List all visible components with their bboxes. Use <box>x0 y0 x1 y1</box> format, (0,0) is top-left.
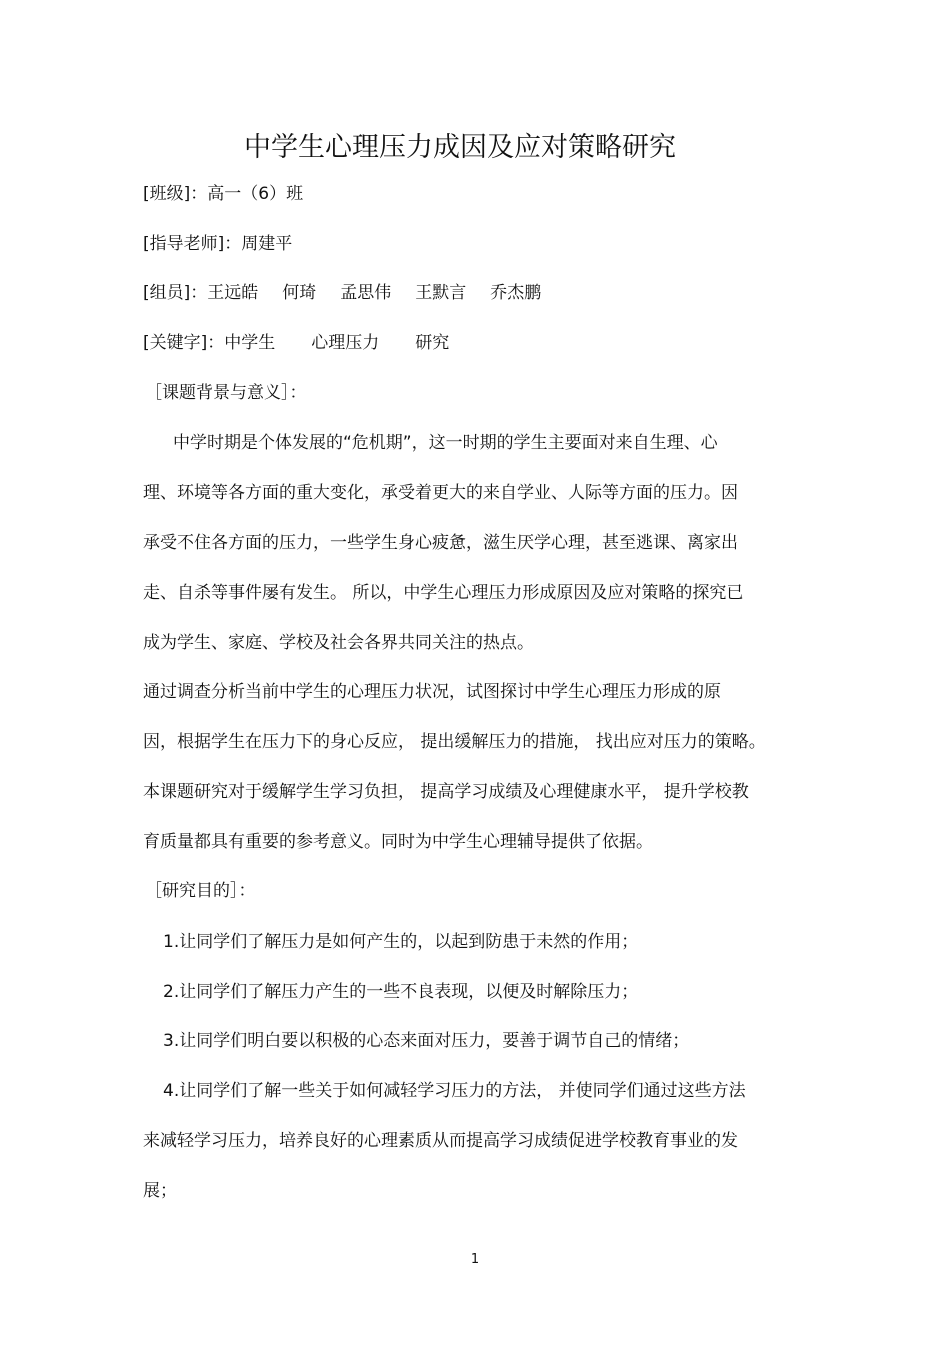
member-name: 王远皓 <box>207 283 259 303</box>
goal-item-continuation: 展； <box>143 1181 177 1201</box>
goal-item: 4.让同学们了解一些关于如何减轻学习压力的方法， 并使同学们通过这些方法 <box>163 1081 746 1101</box>
keywords-row <box>143 330 449 356</box>
advisor-label: [指导老师]： <box>143 234 242 254</box>
goal-item: 1.让同学们了解压力是如何产生的，以起到防患于未然的作用； <box>163 932 639 952</box>
paragraph-line: 承受不住各方面的压力，一些学生身心疲惫，滋生厌学心理，甚至逃课、离家出 <box>143 533 738 553</box>
paragraph-line: 因，根据学生在压力下的身心反应， 提出缓解压力的措施， 找出应对压力的策略。 <box>143 732 766 752</box>
member-name: 孟思伟 <box>340 283 392 303</box>
class-label: [班级]： <box>143 184 208 204</box>
goal-item: 3.让同学们明白要以积极的心态来面对压力，要善于调节自己的情绪； <box>163 1031 690 1051</box>
goal-item: 2.让同学们了解压力产生的一些不良表现，以便及时解除压力； <box>163 982 639 1002</box>
class-value: 高一（6）班 <box>207 184 304 204</box>
page-number: 1 <box>470 1252 480 1267</box>
keywords-label: [关键字]： <box>143 333 225 353</box>
paragraph-line: 育质量都具有重要的参考意义。同时为中学生心理辅导提供了依据。 <box>143 832 653 852</box>
paragraph-line: 理、环境等各方面的重大变化，承受着更大的来自学业、人际等方面的压力。因 <box>143 483 738 503</box>
member-name: 王默言 <box>415 283 467 303</box>
members-label: [组员]： <box>143 283 208 303</box>
goal-item-continuation: 来减轻学习压力，培养良好的心理素质从而提高学习成绩促进学校教育事业的发 <box>143 1131 738 1151</box>
background-heading: ［课题背景与意义］： <box>145 383 307 403</box>
keyword: 研究 <box>415 333 450 353</box>
keyword: 心理压力 <box>311 333 380 353</box>
paragraph-line: 成为学生、家庭、学校及社会各界共同关注的热点。 <box>143 633 534 653</box>
member-name: 何琦 <box>282 283 317 303</box>
document-title: 中学生心理压力成因及应对策略研究 <box>244 132 676 163</box>
paragraph-line: 中学时期是个体发展的“危机期”，这一时期的学生主要面对来自生理、心 <box>173 433 718 453</box>
advisor-row <box>143 231 292 257</box>
goals-heading: ［研究目的］： <box>145 881 256 901</box>
paragraph-line: 本课题研究对于缓解学生学习负担， 提高学习成绩及心理健康水平， 提升学校教 <box>143 782 749 802</box>
paragraph-line: 通过调查分析当前中学生的心理压力状况，试图探讨中学生心理压力形成的原 <box>143 682 721 702</box>
keyword: 中学生 <box>224 333 276 353</box>
advisor-value: 周建平 <box>241 234 293 254</box>
members-row <box>143 280 541 306</box>
paragraph-line: 走、自杀等事件屡有发生。 所以，中学生心理压力形成原因及应对策略的探究已 <box>143 583 744 603</box>
member-name: 乔杰鹏 <box>490 283 542 303</box>
class-row <box>143 181 303 207</box>
